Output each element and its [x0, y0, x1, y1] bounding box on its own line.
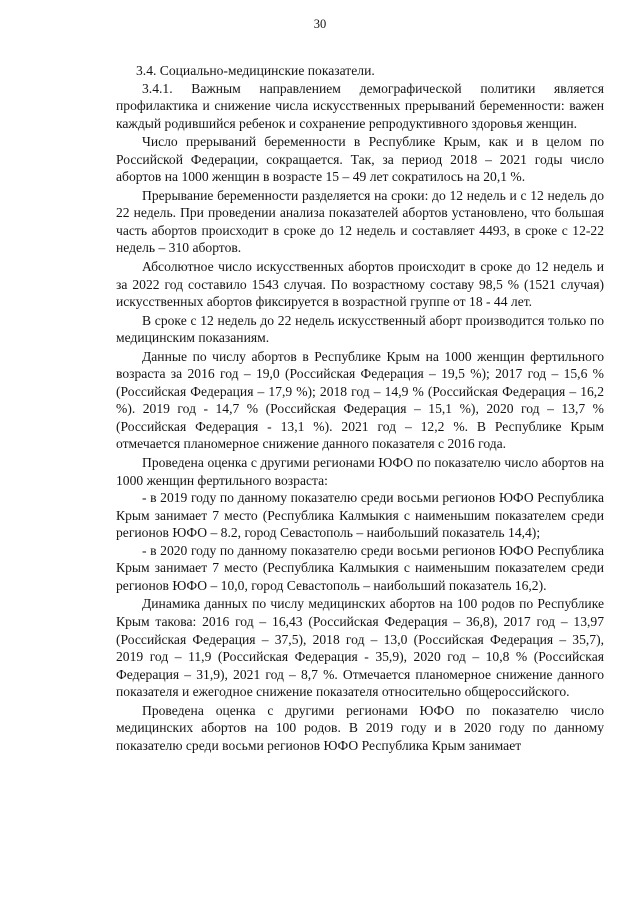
document-body: [116, 62, 604, 754]
paragraph-comparison-intro: Проведена оценка с другими регионами ЮФО по показателю число абортов на 1000 женщин фертильного возраста:: [116, 455, 604, 488]
paragraph-terms: Прерывание беременности разделяется на сроки: до 12 недель и с 12 недель до 22 недель. При проведении анализа показателей абортов установлено, что большая часть абортов происходит в сроке до 12 недель и составляет 4493, в сроке с 12-22 недель – 310 абортов.: [116, 187, 604, 256]
paragraph-comparison-births: Проведена оценка с другими регионами ЮФО по показателю число медицинских абортов на 100 родов. В 2019 году и в 2020 году по данному показателю среди восьми регионов ЮФО Республика Крым занимает: [116, 702, 604, 753]
paragraph-abortion-decline: Число прерываний беременности в Республике Крым, как и в целом по Российской Федерации, сокращается. Так, за период 2018 – 2021 годы число абортов на 1000 женщин в возрасте 15 – 49 лет сократилось на 20,1 %.: [116, 134, 604, 185]
paragraph-intro: 3.4.1. Важным направлением демографической политики является профилактика и снижение числа искусственных прерываний беременности: важен каждый родившийся ребенок и сохранение репродуктивного здоровья женщин.: [116, 80, 604, 131]
page-number: 30: [313, 17, 327, 31]
paragraph-absolute-number: Абсолютное число искусственных абортов происходит в сроке до 12 недель и за 2022 год составило 1543 случая. По возрастному составу 98,5 % (1521 случая) искусственных абортов фиксируется в возрастной группе от 18 - 44 лет.: [116, 259, 604, 310]
paragraph-medical-indications: В сроке с 12 недель до 22 недель искусственный аборт производится только по медицинским показаниям.: [116, 312, 604, 346]
paragraph-per-100-births: Динамика данных по числу медицинских абортов на 100 родов по Республике Крым такова: 2016 год – 16,43 (Российская Федерация – 36,8), 2017 год – 13,97 (Российская Федерация – 37,5), 2018 год – 13,0 (Российская Федерация – 35,7), 2019 год – 11,9 (Российская Федерация - 35,9), 2020 год – 10,8 % (Российская Федерация – 31,9), 2021 год – 8,7 %. Отмечается планомерное снижение данного показателя и ежегодное снижение показателя относительно общероссийского.: [116, 596, 604, 700]
list-item-2020: - в 2020 году по данному показателю среди восьми регионов ЮФО Республика Крым занимает 7 место (Республика Калмыкия с наименьшим показателем среди регионов ЮФО – 10,0, город Севастополь – наибольший показатель 16,2).: [116, 542, 604, 593]
list-item-2019: - в 2019 году по данному показателю среди восьми регионов ЮФО Республика Крым занимает 7 место (Республика Калмыкия с наименьшим показателем среди регионов ЮФО – 8.2, город Севастополь – наибольший показатель 14,4);: [116, 490, 604, 541]
section-heading: 3.4. Социально-медицинские показатели.: [136, 63, 375, 78]
paragraph-rates-by-year: Данные по числу абортов в Республике Крым на 1000 женщин фертильного возраста за 2016 год – 19,0 (Российская Федерация – 19,5 %); 2017 год – 15,6 % (Российская Федерация – 17,9 %); 2018 год – 14,9 % (Российская Федерация – 16,2 %). 2019 год - 14,7 % (Российская Федерация – 15,1 %), 2020 год – 13,7 % (Российская Федерация - 13,1 %). 2021 год – 12,2 %. В Республике Крым отмечается планомерное снижение данного показателя с 2016 года.: [116, 348, 604, 452]
